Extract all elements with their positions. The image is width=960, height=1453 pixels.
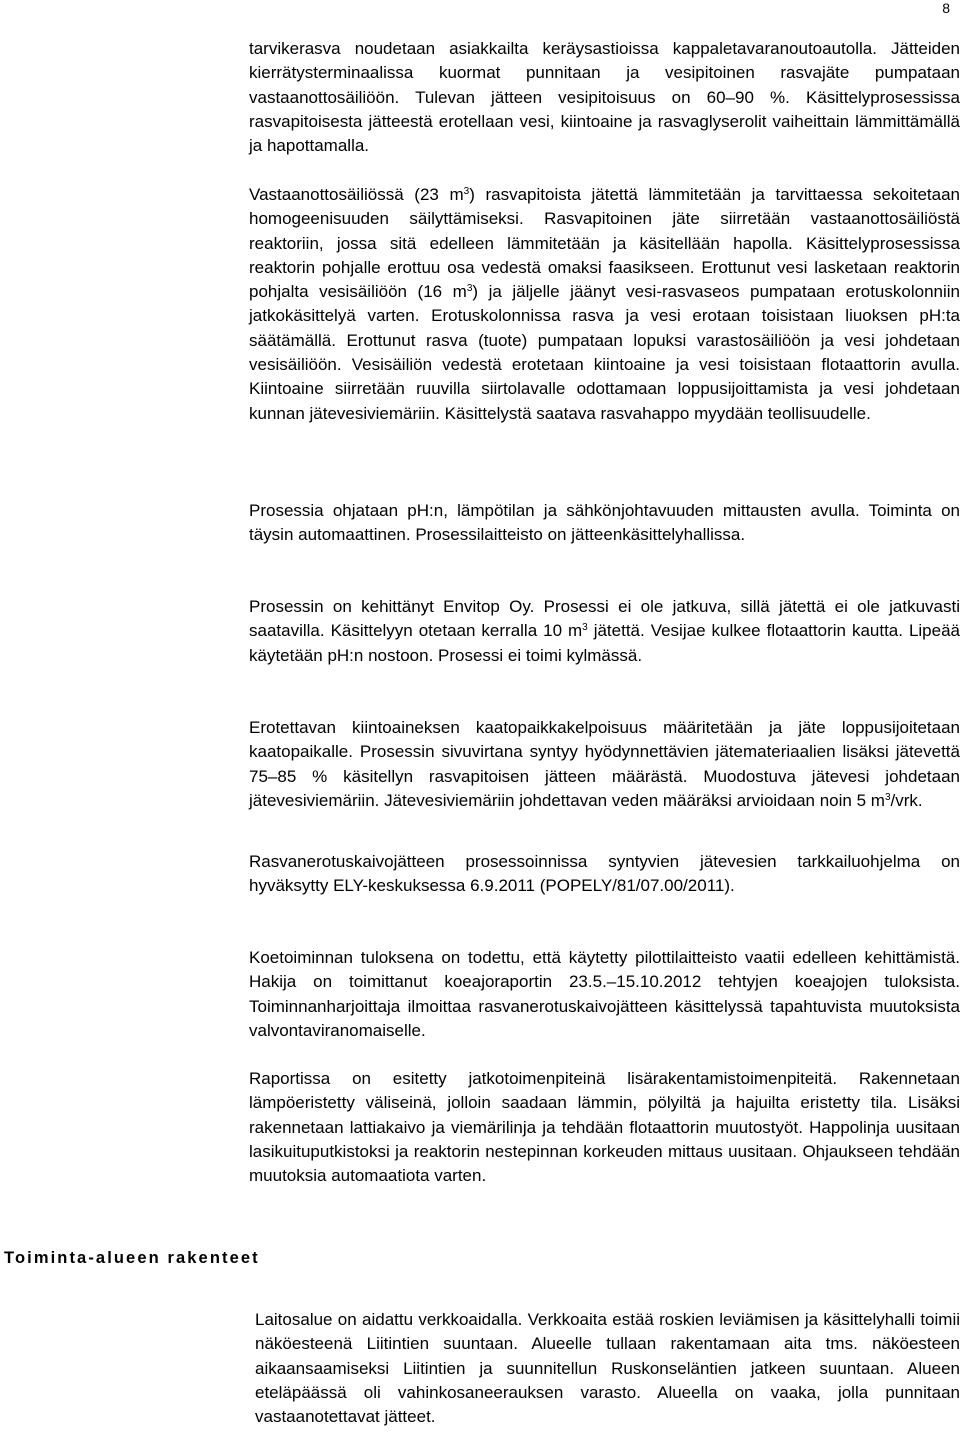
paragraph-text: Prosessia ohjataan pH:n, lämpötilan ja sähkönjohtavuuden mittausten avulla. Toiminta on täysin automaattinen. Prosessilaitteisto on jätteenkäsittelyhallissa. xyxy=(249,501,960,545)
paragraph-process-developer xyxy=(249,595,960,668)
paragraph-text: tarvikerasva noudetaan asiakkailta keräysastioissa kappaletavaranoutoautolla. Jätteiden kierrätysterminaalissa kuormat punnitaan ja vesipitoinen rasvajäte pumpataan vastaanottosäiliöön. Tulevan jätteen vesipitoisuus on 60–90 %. Käsittelyprosessissa rasvapitoisesta jätteestä erotellaan vesi, kiintoaine ja rasvaglyserolit vaiheittain lämmittämällä ja hapottamalla. xyxy=(249,39,960,156)
superscript: 3 xyxy=(884,791,891,803)
paragraph-waste-collection xyxy=(249,37,960,158)
paragraph-process-control xyxy=(249,499,960,548)
paragraph-text: Raportissa on esitetty jatkotoimenpiteinä lisärakentamistoimenpiteitä. Rakennetaan lämpöeristetty väliseinä, jolloin saadaan lämmin, pölyiltä ja hajuilta eristetty tila. Lisäksi rakennetaan lattiakaivo ja viemärilinja ja tehdään flotaattorin muutostyöt. Happolinja uusitaan lasikuituputkistoksi ja reaktorin nestepinnan korkeuden mittaus uusitaan. Ohjaukseen tehdään muutoksia automaatiota varten. xyxy=(249,1069,960,1186)
text-run: ) rasvapitoista jätettä lämmitetään ja tarvittaessa sekoitetaan homogeenisuuden säilyttämiseksi. Rasvapitoinen jäte siirretään vastaanottosäiliöstä reaktoriin, jossa sitä edelleen lämmitetään ja käsitellään hapolla. Käsittelyprosessissa reaktorin pohjalle erottuu osa vedestä omaksi faasikseen. Erottunut vesi lasketaan reaktorin pohjalta vesisäiliöön (16 m xyxy=(249,185,960,302)
paragraph-further-actions xyxy=(249,1067,960,1188)
paragraph-solids-disposal xyxy=(249,716,960,813)
paragraph-site-structures xyxy=(255,1308,960,1429)
paragraph-text: Koetoiminnan tuloksena on todettu, että käytetty pilottilaitteisto vaatii edelleen kehittämistä. Hakija on toimittanut koeajoraportin 23.5.–15.10.2012 tehtyjen koeajojen tuloksista. Toiminnanharjoittaja ilmoittaa rasvanerotuskaivojätteen käsittelyssä tapahtuvista muutoksista valvontaviranomaiselle. xyxy=(249,948,960,1040)
text-run: Erotettavan kiintoaineksen kaatopaikkakelpoisuus määritetään ja jäte loppusijoitetaan kaatopaikalle. Prosessin sivuvirtana syntyy hyödynnettävien jätemateriaalien lisäksi jätevettä 75–85 % käsitellyn rasvapitoisen jätteen määrästä. Muodostuva jätevesi johdetaan jätevesiviemäriin. Jätevesiviemäriin johdettavan veden määräksi arvioidaan noin 5 m xyxy=(249,718,960,810)
superscript: 3 xyxy=(463,186,470,197)
text-run: /vrk. xyxy=(890,790,923,810)
text-run: jätettä. Vesijae kulkee flotaattorin kautta. Lipeää käytetään pH:n nostoon. Prosessi ei toimi kylmässä. xyxy=(249,621,960,665)
text-run: ) ja jäljelle jäänyt vesi-rasvaseos pumpataan erotuskolonniin jatkokäsittelyä varten. Erotuskolonnissa rasva ja vesi erotaan toisistaan liuoksen pH:ta säätämällä. Erottunut rasva (tuote) pumpataan lopuksi varastosäiliöön ja vesi johdetaan vesisäiliöön. Vesisäiliön vedestä erotetaan kiintoaine ja vesi toisistaan flotaattorin avulla. Kiintoaine siirretään ruuvilla siirtolavalle odottamaan loppusijoittamista ja vesi johdetaan kunnan jätevesiviemäriin. Käsittelystä saatava rasvahappo myydään teollisuudelle. xyxy=(249,282,960,423)
paragraph-text xyxy=(249,183,960,426)
text-run: Vastaanottosäiliössä (23 m xyxy=(249,185,464,204)
paragraph-treatment-process xyxy=(249,183,960,426)
paragraph-text: Laitosalue on aidattu verkkoaidalla. Verkkoaita estää roskien leviämisen ja käsittelyhalli toimii näköesteenä Liitintien suuntaan. Alueelle tullaan rakentamaan aita tms. näköesteen aikaansaamiseksi Liitintien ja suunnitellun Ruskonseläntien jatkeen suuntaan. Alueen eteläpäässä oli vahinkosaneerauksen varasto. Alueella on vaaka, jolla punnitaan vastaanotettavat jätteet. xyxy=(255,1310,960,1427)
section-heading: Toiminta-alueen rakenteet xyxy=(4,1249,260,1267)
paragraph-text xyxy=(249,716,960,813)
text-run: Prosessin on kehittänyt Envitop Oy. Prosessi ei ole jatkuva, sillä jätettä ei ole jatkuvasti saatavilla. Käsittelyyn otetaan kerralla 10 m xyxy=(249,597,960,641)
paragraph-text: Rasvanerotuskaivojätteen prosessoinnissa syntyvien jätevesien tarkkailuohjelma on hyväksytty ELY-keskuksessa 6.9.2011 (POPELY/81/07.00/2011). xyxy=(249,852,960,896)
paragraph-trial-results xyxy=(249,946,960,1043)
paragraph-text xyxy=(249,595,960,668)
paragraph-monitoring-program xyxy=(249,850,960,899)
superscript: 3 xyxy=(466,283,473,295)
page-number: 8 xyxy=(942,0,950,16)
superscript: 3 xyxy=(582,622,588,634)
